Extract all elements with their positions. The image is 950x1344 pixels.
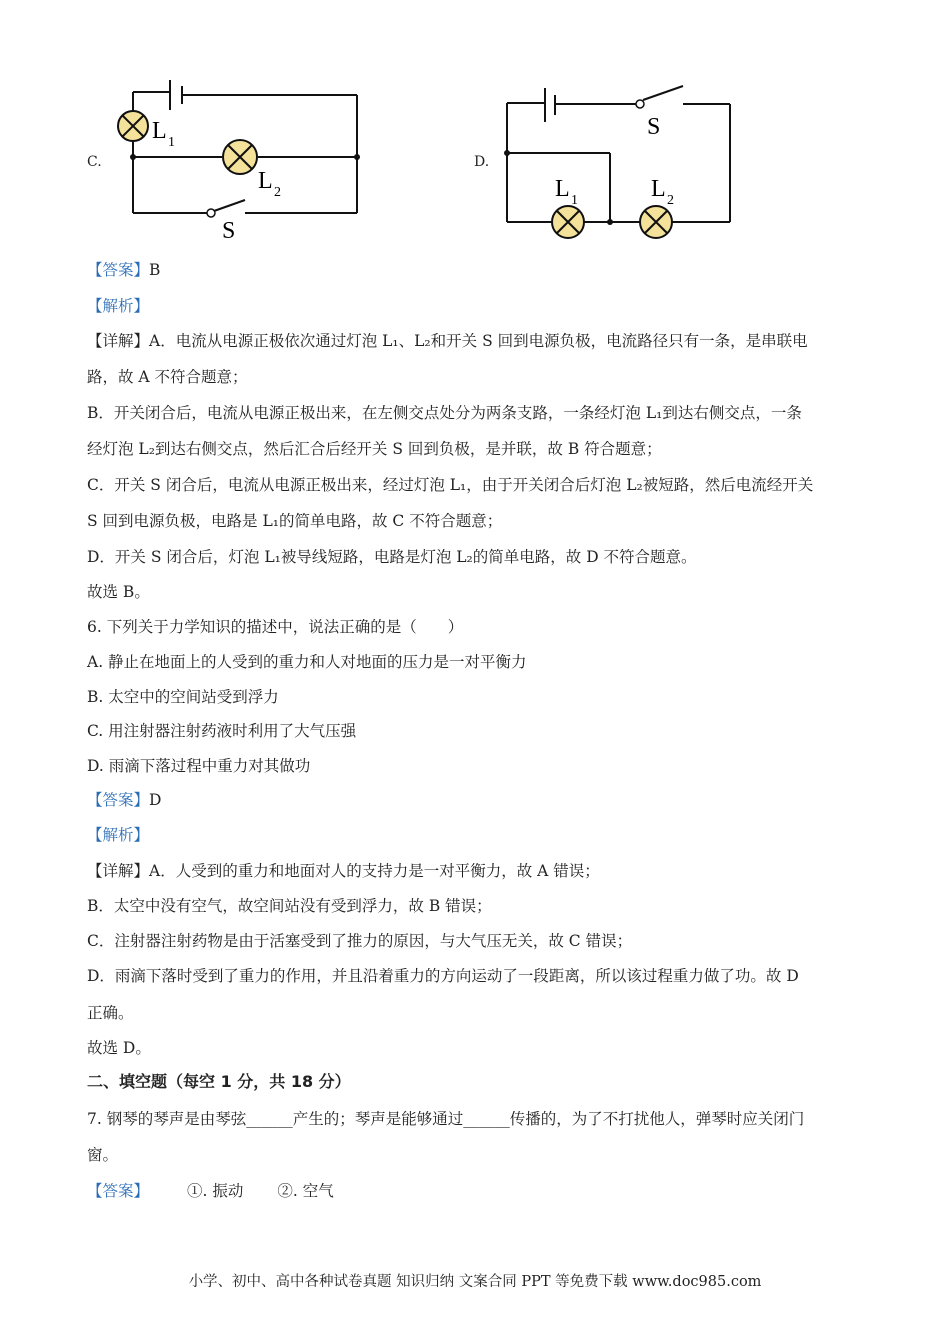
q6-detail-d2: 正确。 (87, 1004, 134, 1022)
c-l1-sub: 1 (168, 135, 175, 150)
q5-choose: 故选 B。 (87, 583, 150, 601)
q7-stem-line1: 7. 钢琴的琴声是由琴弦______产生的；琴声是能够通过______传播的，为了不打扰他人，弹琴时应关闭门 (87, 1110, 805, 1128)
d-l2-sub: 2 (667, 193, 674, 208)
c-l2-label: L (258, 168, 273, 194)
d-s-label: S (647, 114, 661, 140)
q6-stem: 6. 下列关于力学知识的描述中，说法正确的是（ ） (87, 618, 464, 636)
q6-detail-b: B．太空中没有空气，故空间站没有受到浮力，故 B 错误； (87, 897, 492, 915)
q6-option-c: C. 用注射器注射药液时利用了大气压强 (87, 722, 357, 740)
q6-answer (87, 790, 161, 810)
q5-detail-c2: S 回到电源负极，电路是 L₁的简单电路，故 C 不符合题意； (87, 512, 503, 530)
answer-tag: 【答案】 (87, 1182, 150, 1200)
q6-detail-a (87, 861, 600, 881)
d-l1-label: L (555, 176, 570, 202)
d-l2-label: L (651, 176, 666, 202)
q5-analysis-tag: 【解析】 (87, 297, 150, 315)
q5-detail-d: D．开关 S 闭合后，灯泡 L₁被导线短路，电路是灯泡 L₂的简单电路，故 D 不符合题意。 (87, 548, 697, 566)
detail-tag: 【详解】 (87, 862, 150, 880)
q6-analysis-tag: 【解析】 (87, 826, 150, 844)
option-c-label: C. (87, 154, 102, 170)
q5-answer (87, 260, 160, 280)
c-l1-label: L (152, 118, 167, 144)
option-d-label: D. (474, 154, 490, 170)
d-l1-sub: 1 (571, 193, 578, 208)
q6-option-b: B. 太空中的空间站受到浮力 (87, 688, 279, 706)
section-title: 二、填空题（每空 1 分，共 18 分） (87, 1072, 351, 1091)
answer-value: D (149, 791, 162, 809)
q5-detail-a2: 路，故 A 不符合题意； (87, 368, 248, 386)
q5-detail-b2: 经灯泡 L₂到达右侧交点，然后汇合后经开关 S 回到负极，是并联，故 B 符合题意； (87, 440, 662, 458)
q6-option-a: A. 静止在地面上的人受到的重力和人对地面的压力是一对平衡力 (87, 653, 527, 671)
circuit-diagram-c (100, 72, 380, 252)
q5-detail-b1: B．开关闭合后，电流从电源正极出来，在左侧交点处分为两条支路，一条经灯泡 L₁到达右侧交点，一条 (87, 404, 802, 422)
q7-answer (87, 1181, 334, 1201)
c-l2-sub: 2 (274, 185, 281, 200)
page-footer: 小学、初中、高中各种试卷真题 知识归纳 文案合同 PPT 等免费下载 www.doc985.com (188, 1274, 762, 1290)
q5-detail-a1 (87, 331, 808, 351)
answer-2: ②. 空气 (277, 1182, 334, 1200)
circuit-diagram-d (495, 78, 745, 248)
detail-tag: 【详解】 (87, 332, 150, 350)
q6-detail-d1: D．雨滴下落时受到了重力的作用，并且沿着重力的方向运动了一段距离，所以该过程重力做了功。故 D (87, 967, 799, 985)
q6-detail-c: C．注射器注射药物是由于活塞受到了推力的原因，与大气压无关，故 C 错误； (87, 932, 633, 950)
c-s-label: S (222, 218, 236, 244)
detail-text: A．人受到的重力和地面对人的支持力是一对平衡力，故 A 错误； (149, 862, 600, 880)
answer-tag: 【答案】 (87, 791, 150, 809)
answer-value: B (149, 261, 161, 279)
answer-1: ①. 振动 (187, 1182, 244, 1200)
q6-option-d: D. 雨滴下落过程中重力对其做功 (87, 757, 311, 775)
q7-stem-line2: 窗。 (87, 1146, 119, 1164)
detail-text: A．电流从电源正极依次通过灯泡 L₁、L₂和开关 S 回到电源负极，电流路径只有一条，是串联电 (149, 332, 808, 350)
q5-detail-c1: C．开关 S 闭合后，电流从电源正极出来，经过灯泡 L₁，由于开关闭合后灯泡 L₂被短路，然后电流经开关 (87, 476, 814, 494)
answer-tag: 【答案】 (87, 261, 150, 279)
q6-choose: 故选 D。 (87, 1039, 151, 1057)
